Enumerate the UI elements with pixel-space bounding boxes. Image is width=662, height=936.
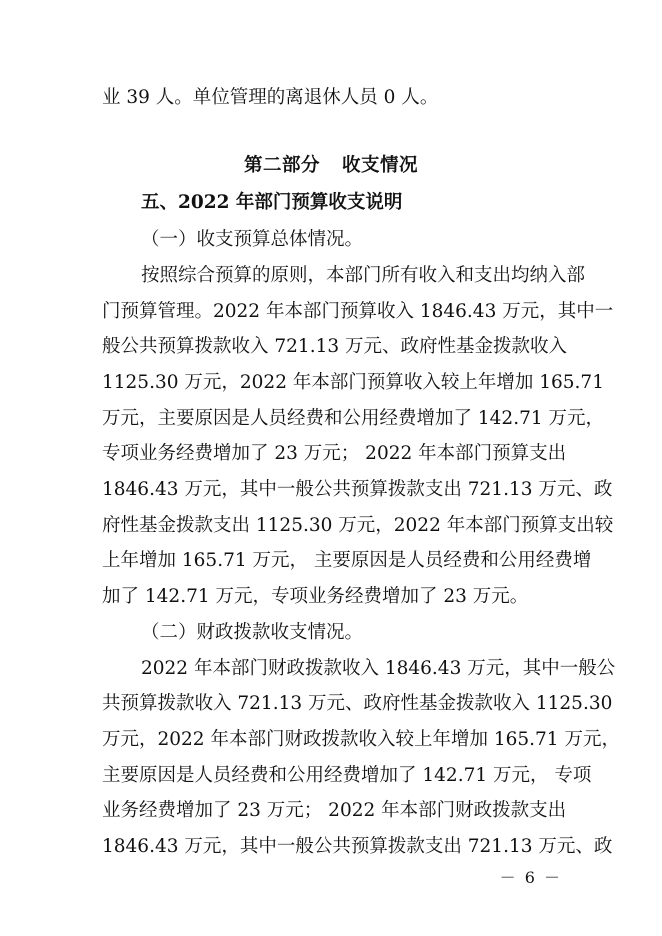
- subsection-2-title: （二）财政拨款收支情况。: [141, 622, 364, 643]
- paragraph-2-line: 万元，2022 年本部门财政拨款收入较上年增加 165.71 万元，: [102, 729, 620, 750]
- paragraph-1-line: 1846.43 万元，其中一般公共预算拨款支出 721.13 万元、政: [102, 479, 613, 500]
- paragraph-2-line: 共预算拨款收入 721.13 万元、政府性基金拨款收入 1125.30: [102, 693, 613, 714]
- paragraph-1-line: 万元，主要原因是人员经费和公用经费增加了 142.71 万元，: [102, 408, 604, 429]
- paragraph-2-line: 1846.43 万元，其中一般公共预算拨款支出 721.13 万元、政: [102, 836, 613, 857]
- paragraph-1-line: 专项业务经费增加了 23 万元； 2022 年本部门预算支出: [102, 443, 567, 464]
- paragraph-1-line: 般公共预算拨款收入 721.13 万元、政府性基金拨款收入: [102, 336, 567, 357]
- part-heading: [0, 154, 662, 178]
- part-heading-title: 收支情况: [342, 155, 419, 176]
- subsection-1-title: （一）收支预算总体情况。: [141, 229, 364, 250]
- intro-line: 业 39 人。单位管理的离退休人员 0 人。: [102, 87, 439, 108]
- paragraph-1-line: 1125.30 万元，2022 年本部门预算收入较上年增加 165.71: [102, 372, 604, 393]
- paragraph-2-line: 业务经费增加了 23 万元； 2022 年本部门财政拨款支出: [102, 800, 567, 821]
- section-heading: 五、2022 年部门预算收支说明: [141, 192, 403, 213]
- paragraph-1-line: 府性基金拨款支出 1125.30 万元，2022 年本部门预算支出较: [102, 515, 614, 536]
- paragraph-1-line: 按照综合预算的原则，本部门所有收入和支出均纳入部: [141, 265, 586, 286]
- page-number: － 6 －: [499, 868, 562, 887]
- part-heading-part: 第二部分: [243, 155, 320, 176]
- paragraph-2-line: 2022 年本部门财政拨款收入 1846.43 万元，其中一般公: [141, 658, 616, 679]
- paragraph-1-line: 门预算管理。2022 年本部门预算收入 1846.43 万元，其中一: [102, 301, 614, 322]
- paragraph-1-line: 加了 142.71 万元，专项业务经费增加了 23 万元。: [102, 586, 529, 607]
- paragraph-2-line: 主要原因是人员经费和公用经费增加了 142.71 万元， 专项: [102, 765, 592, 786]
- paragraph-1-line: 上年增加 165.71 万元， 主要原因是人员经费和公用经费增: [102, 550, 592, 571]
